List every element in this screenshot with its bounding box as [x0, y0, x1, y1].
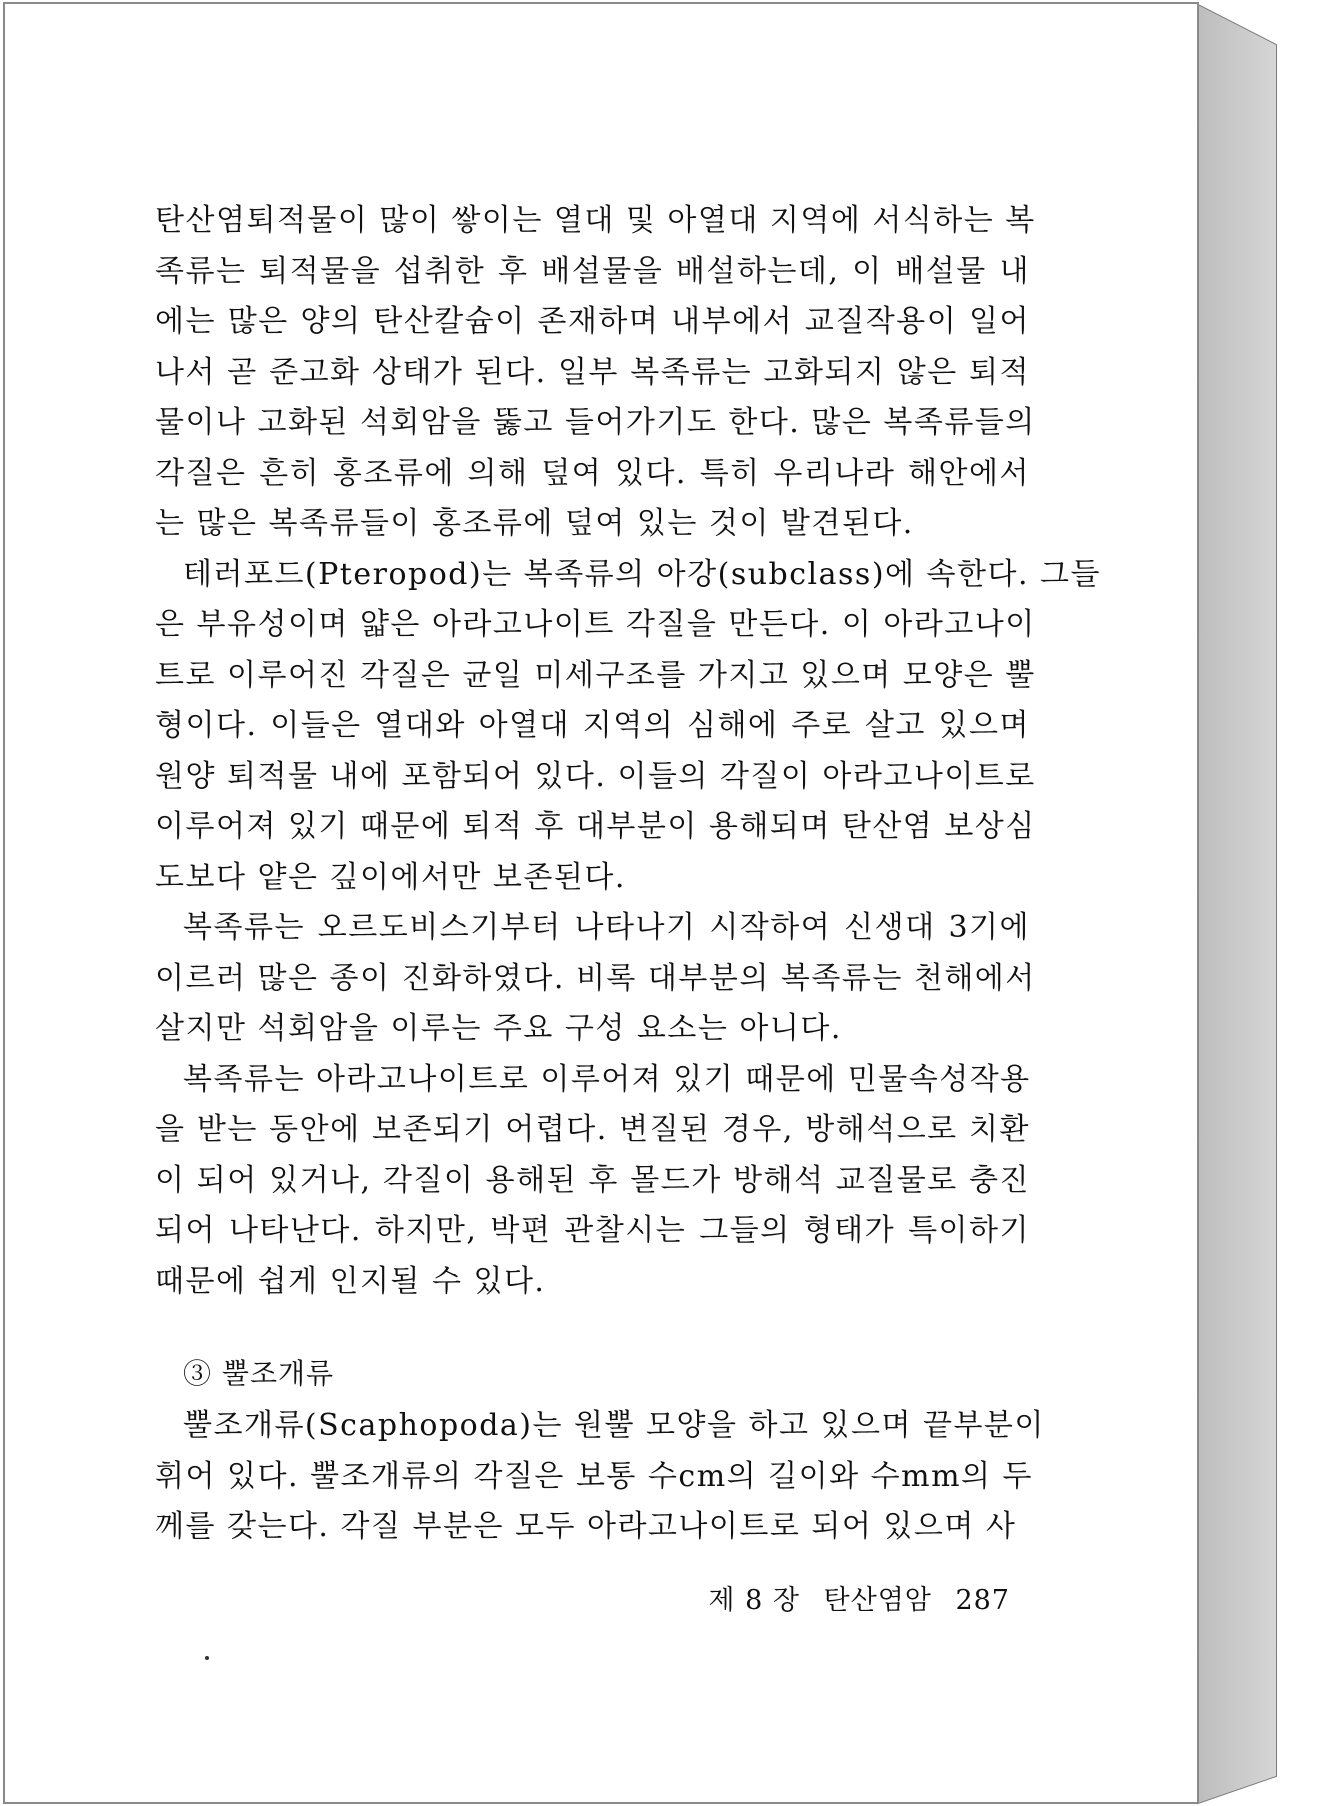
paragraph — [155, 1401, 1045, 1553]
text-line: 때문에 쉽게 인지될 수 있다. — [155, 1263, 546, 1299]
footer-chapter: 제 8 장 — [708, 1585, 800, 1616]
text-line: 물이나 고화된 석회암을 뚫고 들어가기도 한다. 많은 복족류들의 — [155, 405, 1036, 440]
text-line: 이루어져 있기 때문에 퇴적 후 대부분이 용해되며 탄산염 보상심 — [155, 809, 1036, 844]
text-line: 복족류는 오르도비스기부터 나타나기 시작하여 신생대 3기에 — [183, 910, 1030, 945]
text-line: 는 많은 복족류들이 홍조류에 덮여 있는 것이 발견된다. — [155, 506, 914, 541]
page-number: 287 — [955, 1585, 1010, 1616]
text-line: 복족류는 아라고나이트로 이루어져 있기 때문에 민물속성작용 — [183, 1061, 1031, 1097]
body-text-section-2 — [155, 1401, 1045, 1553]
page-body — [155, 196, 1102, 1553]
paragraph — [155, 903, 1036, 1055]
subheading-scaphopoda: ③ 뿔조개류 — [183, 1357, 335, 1390]
text-line: 은 부유성이며 얇은 아라고나이트 각질을 만든다. 이 아라고나이 — [155, 607, 1036, 642]
footer-chapter-title: 탄산염암 — [823, 1585, 932, 1616]
text-line: 되어 나타난다. 하지만, 박편 관찰시는 그들의 형태가 특이하기 — [155, 1213, 1030, 1248]
text-line: 족류는 퇴적물을 섭취한 후 배설물을 배설하는데, 이 배설물 내 — [155, 253, 1030, 289]
text-line: 을 받는 동안에 보존되기 어렵다. 변질된 경우, 방해석으로 치환 — [155, 1112, 1030, 1147]
text-line: 원양 퇴적물 내에 포함되어 있다. 이들의 각질이 아라고나이트로 — [155, 758, 1036, 794]
text-line: 이 되어 있거나, 각질이 용해된 후 몰드가 방해석 교질물로 충진 — [155, 1162, 1030, 1198]
text-line: 형이다. 이들은 열대와 아열대 지역의 심해에 주로 살고 있으며 — [155, 708, 1030, 743]
text-line: 살지만 석회암을 이루는 주요 구성 요소는 아니다. — [155, 1011, 842, 1046]
text-line: 에는 많은 양의 탄산칼슘이 존재하며 내부에서 교질작용이 일어 — [155, 304, 1030, 339]
body-text-section-1 — [155, 196, 1102, 1307]
text-line: 나서 곧 준고화 상태가 된다. 일부 복족류는 고화되지 않은 퇴적 — [155, 354, 1030, 390]
text-line: 탄산염퇴적물이 많이 쌓이는 열대 및 아열대 지역에 서식하는 복 — [155, 203, 1036, 238]
running-footer — [694, 1578, 1010, 1617]
paragraph — [155, 550, 1102, 904]
text-line: 트로 이루어진 각질은 균일 미세구조를 가지고 있으며 모양은 뿔 — [155, 657, 1036, 693]
text-line: 이르러 많은 종이 진화하였다. 비록 대부분의 복족류는 천해에서 — [155, 960, 1036, 996]
paragraph — [155, 196, 1036, 550]
text-line: 휘어 있다. 뿔조개류의 각질은 보통 수cm의 길이와 수mm의 두 — [155, 1458, 1034, 1494]
text-line: 도보다 얕은 깊이에서만 보존된다. — [155, 859, 626, 895]
speck — [205, 1656, 209, 1660]
text-line: 뿔조개류(Scaphopoda)는 원뿔 모양을 하고 있으며 끝부분이 — [183, 1408, 1045, 1443]
paragraph — [155, 1055, 1030, 1308]
text-line: 테러포드(Pteropod)는 복족류의 아강(subclass)에 속한다. 그들 — [183, 556, 1102, 592]
section-gap — [155, 1307, 1030, 1349]
text-line: 께를 갖는다. 각질 부분은 모두 아라고나이트로 되어 있으며 사 — [155, 1509, 1017, 1544]
text-line: 각질은 흔히 홍조류에 의해 덮여 있다. 특히 우리나라 해안에서 — [155, 455, 1030, 491]
